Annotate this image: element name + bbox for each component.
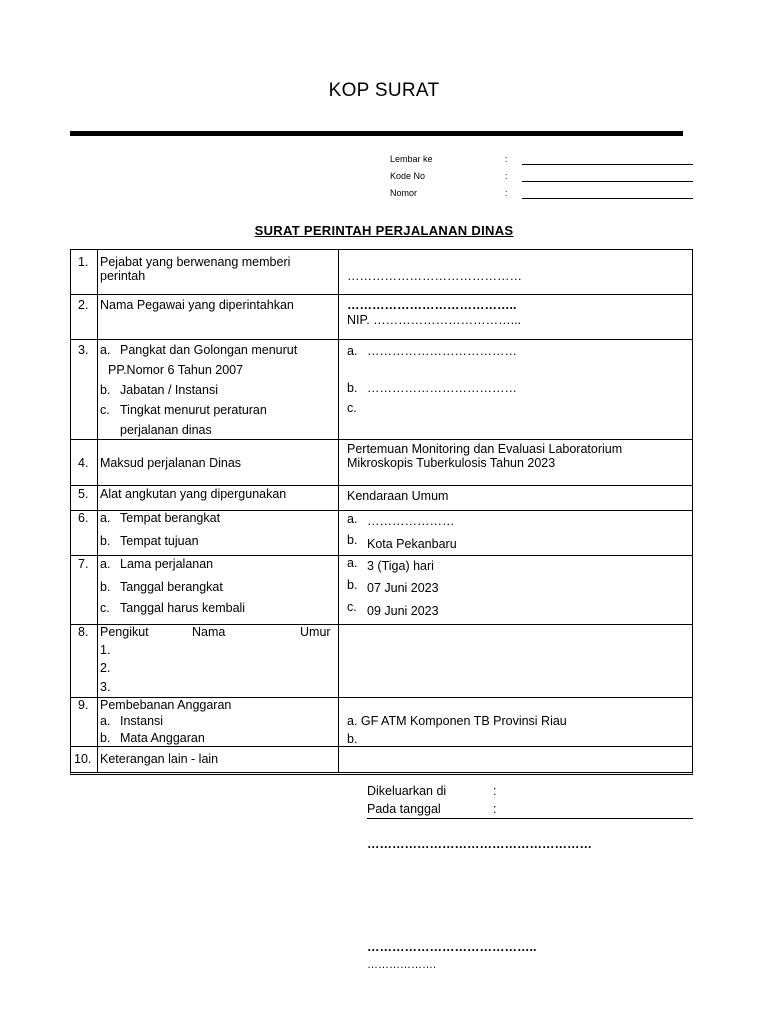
row-number: 1. — [78, 255, 89, 269]
nip-value: NIP. ……………………………... — [347, 313, 522, 327]
row-label: Tanggal harus kembali — [120, 601, 246, 615]
meta-nomor — [390, 188, 694, 205]
item-letter: a. — [347, 512, 358, 526]
table-row-8 — [71, 625, 692, 698]
sppd-form-table — [70, 249, 693, 775]
list-item: 3. — [100, 680, 111, 694]
row-number: 9. — [78, 698, 89, 712]
meta-fill-line — [522, 181, 693, 182]
meta-colon: : — [505, 154, 508, 164]
item-letter: c. — [100, 601, 110, 615]
row-label: Tempat berangkat — [120, 511, 221, 525]
row-label: Jabatan / Instansi — [120, 383, 218, 397]
table-row-6 — [71, 511, 692, 556]
list-item: 2. — [100, 661, 111, 675]
item-letter: b. — [347, 578, 358, 592]
row-label: Tingkat menurut peraturan — [120, 403, 267, 417]
umur-col: Umur — [300, 625, 331, 639]
table-row-9 — [71, 698, 692, 747]
row-label: PP.Nomor 6 Tahun 2007 — [108, 363, 244, 377]
row-value: Kendaraan Umum — [347, 489, 449, 503]
date-colon: : — [493, 802, 497, 816]
row-number: 2. — [78, 298, 89, 312]
item-letter: b. — [100, 383, 111, 397]
item-letter: c. — [347, 600, 357, 614]
item-letter: a. — [100, 557, 111, 571]
row-label: Maksud perjalanan Dinas — [100, 456, 242, 470]
date-label: Pada tanggal — [367, 802, 441, 816]
row-value: Pertemuan Monitoring dan Evaluasi Laboratorium — [347, 442, 623, 456]
nama-col: Nama — [192, 625, 226, 639]
issued-at-colon: : — [493, 784, 497, 798]
pengikut-col: Pengikut — [100, 625, 149, 639]
table-row-4 — [71, 440, 692, 486]
meta-label: Kode No — [390, 171, 426, 181]
item-letter: b. — [100, 731, 111, 745]
row-number: 10. — [74, 752, 92, 766]
row-label: Alat angkutan yang dipergunakan — [100, 487, 287, 501]
meta-fill-line — [522, 164, 693, 165]
meta-label: Nomor — [390, 188, 418, 198]
item-letter: c. — [347, 401, 357, 415]
item-letter: b. — [347, 533, 358, 547]
item-letter: a. — [100, 343, 111, 357]
row-value: Mikroskopis Tuberkulosis Tahun 2023 — [347, 456, 556, 470]
row-number: 8. — [78, 625, 89, 639]
row-value: ……………………………… — [367, 381, 517, 395]
meta-fill-line — [522, 198, 693, 199]
item-letter: b. — [100, 580, 111, 594]
row-value: ………………… — [367, 514, 455, 528]
table-row-7 — [71, 556, 692, 625]
item-letter: b. — [100, 534, 111, 548]
signer-name-dots: ………………………………….. — [367, 940, 537, 954]
row-value: a. GF ATM Komponen TB Provinsi Riau — [347, 714, 567, 728]
row-value: ………………………………….. — [347, 298, 517, 312]
row-label: Instansi — [120, 714, 164, 728]
row-value: 07 Juni 2023 — [367, 581, 439, 595]
item-letter: a. — [347, 556, 358, 570]
row-value: 09 Juni 2023 — [367, 604, 439, 618]
meta-label: Lembar ke — [390, 154, 433, 164]
item-letter: a. — [100, 511, 111, 525]
row-value: …………………………………… — [347, 269, 522, 283]
table-row-2 — [71, 295, 692, 340]
row-label: Pejabat yang berwenang memberi — [100, 255, 291, 269]
item-letter: b. — [347, 381, 358, 395]
row-value: Kota Pekanbaru — [367, 537, 457, 551]
meta-colon: : — [505, 188, 508, 198]
issued-at-label: Dikeluarkan di — [367, 784, 447, 798]
item-letter: a. — [347, 344, 358, 358]
meta-lembar — [390, 154, 694, 171]
row-number: 5. — [78, 487, 89, 501]
row-label: Tanggal berangkat — [120, 580, 223, 594]
signer-nip-dots: ………………. — [367, 959, 437, 971]
list-item: 1. — [100, 643, 111, 657]
row-number: 6. — [78, 511, 89, 525]
row-label: perjalanan dinas — [120, 423, 212, 437]
row-number: 7. — [78, 557, 89, 571]
meta-colon: : — [505, 171, 508, 181]
letterhead-divider — [70, 131, 683, 136]
row-label: Pembebanan Anggaran — [100, 698, 232, 712]
document-title: SURAT PERINTAH PERJALANAN DINAS — [254, 223, 514, 238]
table-row-10 — [71, 747, 692, 772]
row-label: Lama perjalanan — [120, 557, 214, 571]
row-label: Keterangan lain - lain — [100, 752, 219, 766]
row-label: Nama Pegawai yang diperintahkan — [100, 298, 294, 312]
row-value: ……………………………… — [367, 344, 517, 358]
kop-surat: KOP SURAT — [328, 80, 440, 101]
table-row-3 — [71, 340, 692, 440]
row-label: Pangkat dan Golongan menurut — [120, 343, 298, 357]
table-row-1 — [71, 250, 692, 295]
row-value: 3 (Tiga) hari — [367, 559, 434, 573]
row-label: Tempat tujuan — [120, 534, 199, 548]
item-letter: c. — [100, 403, 110, 417]
table-row-5 — [71, 486, 692, 511]
signer-title-dots: ……………………………………………… — [367, 837, 592, 851]
row-label: perintah — [100, 269, 146, 283]
item-letter: a. — [100, 714, 111, 728]
signature-divider — [367, 818, 693, 819]
row-label: Mata Anggaran — [120, 731, 205, 745]
row-number: 3. — [78, 343, 89, 357]
row-number: 4. — [78, 456, 89, 470]
row-value: b. — [347, 732, 358, 746]
meta-kode — [390, 171, 694, 188]
